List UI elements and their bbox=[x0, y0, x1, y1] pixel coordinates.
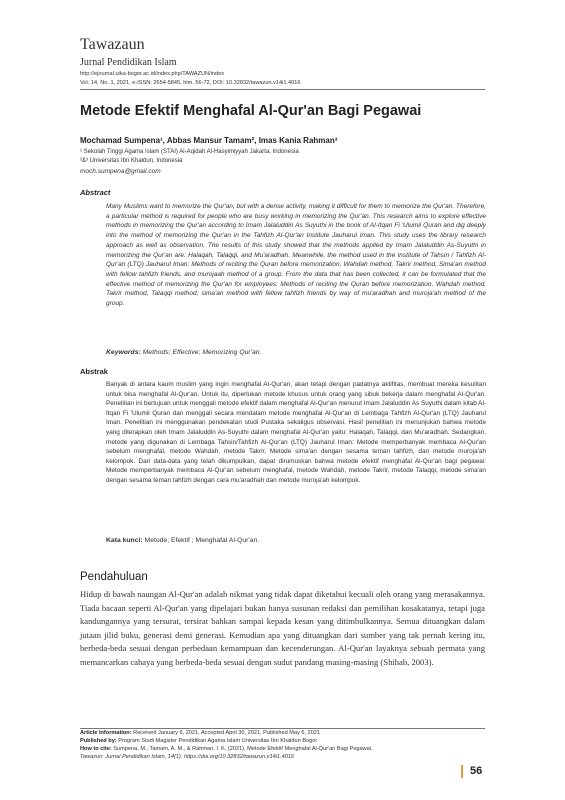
volume-info: Vol. 14, No. 1, 2021, e-ISSN: 2654-5845, hlm. 56-72, DOI: 10.32832/tawazun.v14i1.4016 bbox=[80, 80, 301, 86]
introduction-text: Hidup di bawah naungan Al-Qur'an adalah nikmat yang tidak dapat diketahui kecuali oleh orang yang merasakannya. Tiada bacaan seperti Al-Qur'an yang dipelajari bukan hanya susunan redaksi dan pemilihan kosakatanya, tetapi juga kandungannya yang tersurat, tersirat bahkan sampai kepada kesan yang ditimbulkannya. Semua dituangkan dalam jutaan jilid buku, generasi demi generasi. Kemudian apa yang dituangkan dari sumber yang tak pernah kering itu, berbeda-beda sesuai dengan perbedaan kemampuan dan kecenderungan. Al-Qur'an layaknya sebuah permata yang memancarkan cahaya yang berbeda-beda sesuai dengan sudut pandang masing-masing (Shihab, 2003). bbox=[80, 589, 485, 667]
abstrak-heading: Abstrak bbox=[80, 367, 108, 376]
published-by-value: Program Studi Magister Pendidikan Agama Islam Universitas Ibn Khaldun Bogor bbox=[118, 738, 318, 744]
kata-kunci-label: Kata kunci: bbox=[106, 537, 143, 544]
article-information-label: Article Information: bbox=[80, 730, 132, 736]
page-number: 56 bbox=[470, 765, 483, 777]
how-to-cite-value: Sumpena, M., Tamam, A. M., & Rahman, I. K. (2021). Metode Efektif Menghafal Al-Qur'an Bagi Pegawai. bbox=[113, 746, 373, 752]
article-title: Metode Efektif Menghafal Al-Qur'an Bagi Pegawai bbox=[80, 103, 422, 119]
published-by-label: Published by: bbox=[80, 738, 117, 744]
journal-subtitle: Jurnal Pendidikan Islam bbox=[80, 57, 177, 68]
affiliation-2: ²&³ Universitas Ibn Khaldun, Indonesia bbox=[80, 158, 183, 164]
citation-journal[interactable]: Tawazun: Jurnal Pendidikan Islam, 14(1). https://doi.org/10.32832/tawazun.v14i1.4016 bbox=[80, 754, 295, 760]
kata-kunci-line bbox=[106, 537, 259, 544]
author-email[interactable]: moch.sumpena@gmail.com bbox=[80, 168, 161, 175]
keywords-line bbox=[106, 349, 261, 356]
kata-kunci-value: Metode; Efektif ; Menghafal Al-Qur'an. bbox=[144, 537, 260, 544]
journal-name: Tawazaun bbox=[80, 36, 145, 53]
introduction-heading: Pendahuluan bbox=[80, 571, 148, 583]
footer-divider bbox=[80, 728, 485, 729]
journal-url[interactable]: http://ejournal.uika-bogor.ac.id/index.php/TAWAZUN/index bbox=[80, 71, 225, 77]
affiliation-1: ¹ Sekolah Tinggi Agama Islam (STAI) Al-Aqidah Al-Hasyimiyyah Jakarta, Indonesia bbox=[80, 149, 299, 155]
abstract-text: Many Muslims want to memorize the Qur'an, but with a dense activity, making it difficult for them to memorize the Qur'an. Therefore, a particular method is required for people who are busy working in memorizing the Qur'an. This research aims to explore effective methods in memorizing the Qur'an according to Imam Jalaluddin As Suyuthi in the book of Al-Itqan Fi 'Ulumil Quran and dig deeply into the method of memorizing the Qur'an in the Tahfizh Al-Qur'an Institute Jauharul Iman. This study uses the library research approach as well as observation. The results of this study showed that the methods applied by Imam Jalaluddin As-Suyuthi in memorizing the Qur'an are: Halaqah, Talaqqi, and Mu'aradhah. Meanwhile, the method used in the Institute of Tahsin / Tahfizh Al-Qur'an (LTQ) Jauharul Iman: Methods of reciting the Quran before memorization, Wahdah method, Takrir method, Sima'an method with fellow tahfizh friends, and murojaah method of a group. From the data that has been collected, it can be formulated that the effective method of memorizing the Qur'an for employees: Methods of reciting the Quran before memorization, Wahdah method, Takrir method, Talaqqi method, sima'an method with fellow tahfizh friends by way of mu'aradhah and muroja'ah method of the group. bbox=[106, 203, 486, 308]
keywords-label: Keywords: bbox=[106, 349, 141, 356]
how-to-cite bbox=[80, 746, 490, 752]
published-by bbox=[80, 738, 490, 744]
keywords-value: Methods; Effective; Memorizing Qur'an. bbox=[142, 349, 262, 356]
article-information bbox=[80, 730, 490, 736]
article-information-value: Received January 6, 2021, Accepted April 30, 2021, Published May 6, 2021 bbox=[133, 730, 321, 736]
header-divider bbox=[80, 89, 485, 90]
page-number-bar bbox=[461, 765, 463, 778]
how-to-cite-label: How to cite: bbox=[80, 746, 112, 752]
abstract-heading: Abstract bbox=[80, 188, 111, 197]
authors: Mochamad Sumpena¹, Abbas Mansur Tamam², Imas Kania Rahman³ bbox=[80, 136, 338, 145]
abstrak-text: Banyak di antara kaum muslim yang ingin menghafal Al-Qur'an, akan tetapi dengan padatnya aktifitas, membuat mereka kesulitan untuk bisa menghafal Al-Qur'an. Untuk itu, diperlukan metode khusus untuk orang yang sibuk bekerja dalam menghafal Al-Qur'an. Penelitian ini bertujuan untuk menggali metode efektif dalam menghafal Al-Qur'an menurut Imam Jalaluddin As Suyuthi dalam kitab Al-Itqan Fi 'Ulumil Quran dan menggali secara mendalam metode menghafal Al-Qur'an di Lembaga Tahfizh Al-Qur'an (LTQ) Jauharul Iman. Penelitian ini menggunakan pendekatan studi Pustaka sekaligus observasi. Hasil penelitian ini menunjukan bahwa metode yang diterapkan oleh Imam Jalaluddin As-Suyuthi dalam menghafal Al-Qur'an yaitu: Halaqah, Talaqqi, dan Mu'aradhah. Sedangkan, metode yang digunakan di Lembaga Tahsin/Tahfizh Al-Qur'an (LTQ) Jauharul Iman: Metode memperbanyak membaca Al-Qur'an sebelum menghafal, metode Wahdah, metode Takrir, Metode sima'an dengan sesama teman tahfizh, dan metode muroja'ah kelompok. Dari data-data yang telah dikumpulkan, dapat dirumuskan bahwa metode efektif menghafal Al-Qur'an bagi pegawai: Metode memperbanyak membaca Al-Qur'an sebelum menghafal, metode Wahdah, metode Takrir, metode Talaqqi, metode sima'an dengan sesama teman tahfizh dengan cara mu'aradhah dan metode muroja'ah kelompok. bbox=[106, 381, 486, 484]
